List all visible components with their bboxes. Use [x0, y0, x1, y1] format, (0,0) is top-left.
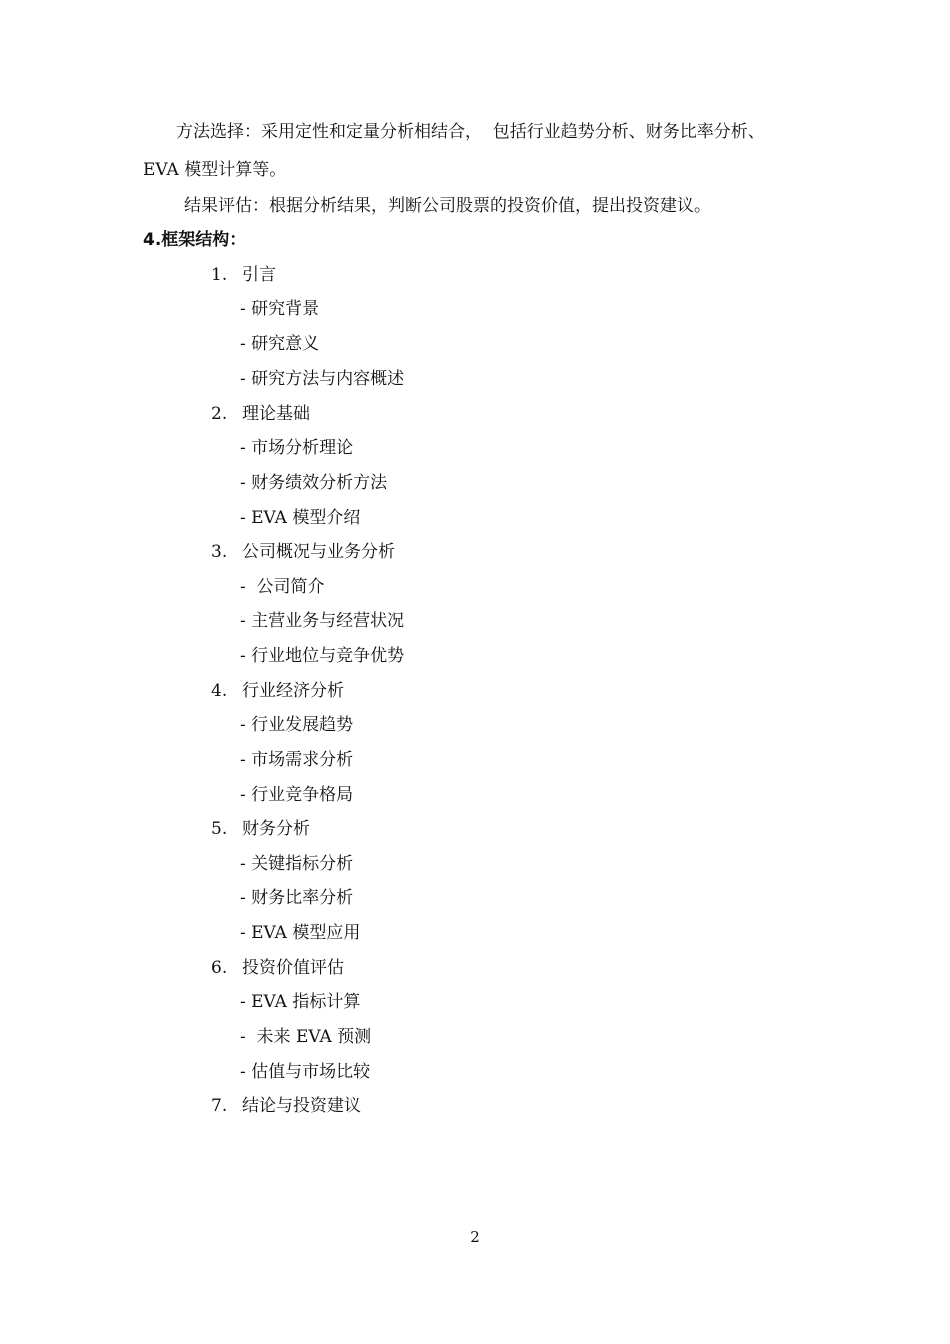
outline-item-title: 投资价值评估 [242, 958, 344, 978]
outline-item-number: 1. [211, 265, 228, 285]
outline-subitem: - 研究背景 [240, 299, 320, 319]
outline-subitem: - 公司简介 [240, 577, 325, 597]
outline-item [211, 957, 344, 979]
outline-item-number: 6. [211, 958, 228, 978]
outline-item-title: 公司概况与业务分析 [242, 542, 395, 562]
outline-subitem: - 财务比率分析 [240, 888, 354, 908]
outline-item [211, 1095, 361, 1117]
outline-subitem: - 市场需求分析 [240, 750, 354, 770]
result-paragraph: 结果评估：根据分析结果，判断公司股票的投资价值，提出投资建议。 [184, 196, 711, 216]
outline-item-title: 行业经济分析 [242, 681, 344, 701]
outline-item-title: 引言 [242, 265, 276, 285]
outline-item-number: 2. [211, 404, 228, 424]
outline-subitem: - 行业地位与竞争优势 [240, 646, 405, 666]
outline-item-title: 财务分析 [242, 819, 310, 839]
outline-item [211, 403, 310, 425]
section-heading: 4.框架结构： [143, 230, 247, 250]
outline-item-number: 5. [211, 819, 228, 839]
outline-item [211, 264, 276, 286]
outline-item [211, 680, 344, 702]
outline-subitem: - 研究意义 [240, 334, 320, 354]
outline-item [211, 818, 310, 840]
outline-item [211, 541, 395, 563]
outline-item-number: 3. [211, 542, 228, 562]
outline-item-number: 7. [211, 1096, 228, 1116]
outline-subitem: - EVA 模型介绍 [240, 508, 361, 528]
outline-subitem: - 财务绩效分析方法 [240, 473, 388, 493]
outline-subitem: - 未来 EVA 预测 [240, 1027, 372, 1047]
page-number: 2 [470, 1228, 480, 1246]
outline-subitem: - EVA 指标计算 [240, 992, 361, 1012]
outline-subitem: - 市场分析理论 [240, 438, 354, 458]
outline-item-title: 结论与投资建议 [242, 1096, 361, 1116]
method-paragraph-line-2: EVA 模型计算等。 [143, 160, 287, 180]
outline-subitem: - 行业竞争格局 [240, 785, 354, 805]
outline-subitem: - 主营业务与经营状况 [240, 611, 405, 631]
outline-subitem: - 行业发展趋势 [240, 715, 354, 735]
outline-subitem: - EVA 模型应用 [240, 923, 361, 943]
outline-subitem: - 关键指标分析 [240, 854, 354, 874]
outline-subitem: - 估值与市场比较 [240, 1062, 371, 1082]
outline-item-title: 理论基础 [242, 404, 310, 424]
outline-subitem: - 研究方法与内容概述 [240, 369, 405, 389]
outline-item-number: 4. [211, 681, 228, 701]
method-paragraph-line-1: 方法选择：采用定性和定量分析相结合， 包括行业趋势分析、财务比率分析、 [176, 122, 765, 142]
